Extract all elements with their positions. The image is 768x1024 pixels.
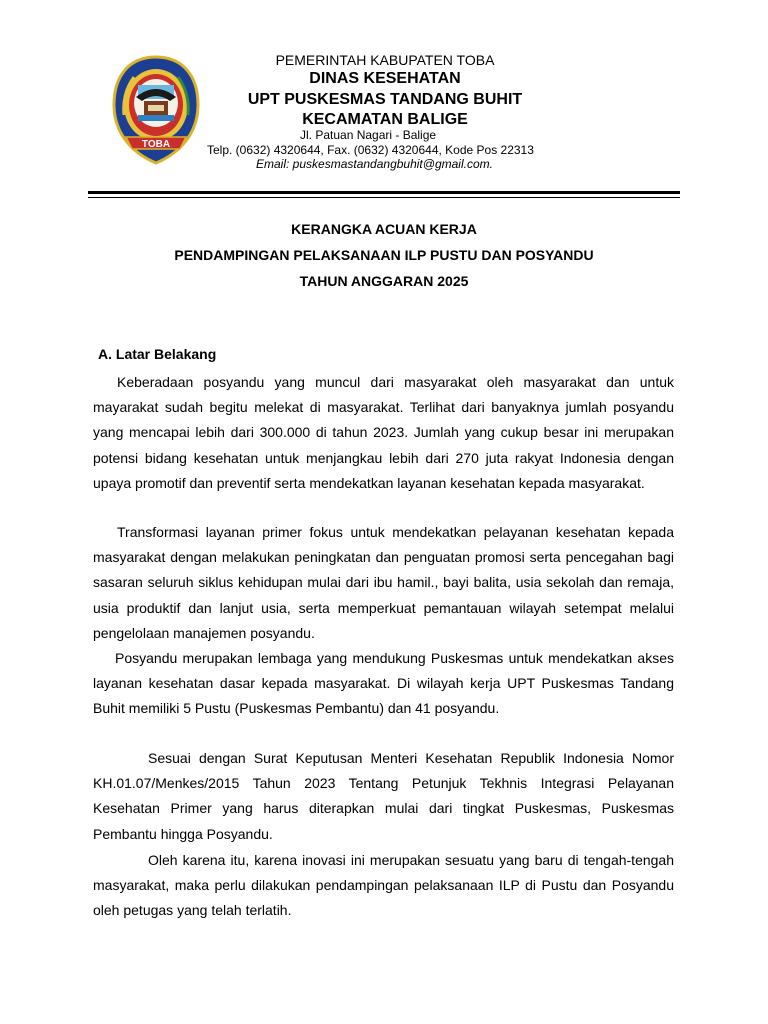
- paragraph-4: Sesuai dengan Surat Keputusan Menteri Kesehatan Republik Indonesia Nomor KH.01.07/Menkes/2015 Tahun 2023 Tentang Petunjuk Tekhnis Integrasi Pelayanan Kesehatan Primer yang harus diterapkan mulai dari tingkat Puskesmas, Puskesmas Pembantu hingga Posyandu.: [93, 750, 674, 842]
- agency-name: DINAS KESEHATAN: [309, 70, 461, 87]
- logo-label: TOBA: [141, 139, 171, 150]
- letterhead-divider-thick: [88, 191, 680, 194]
- document-title-line-2: PENDAMPINGAN PELAKSANAAN ILP PUSTU DAN POSYANDU: [174, 247, 594, 263]
- address-line: Jl. Patuan Nagari - Balige: [300, 128, 437, 142]
- paragraph-2: Transformasi layanan primer fokus untuk mendekatkan pelayanan kesehatan kepada masyarakat dengan melakukan peningkatan dan penguatan promosi serta pencegahan bagi sasaran seluruh siklus kehidupan mulai dari ibu hamil., bayi balita, usia sekolah dan remaja, usia produktif dan lanjut usia, serta memperkuat pemantauan wilayah setempat melalui pengelolaan manajemen posyandu.: [93, 524, 674, 641]
- section-heading: A. Latar Belakang: [98, 346, 217, 362]
- letterhead-divider-thin: [88, 197, 680, 198]
- phone-line: Telp. (0632) 4320644, Fax. (0632) 4320644, Kode Pos 22313: [207, 143, 534, 157]
- email-line: Email: puskesmastandangbuhit@gmail.com.: [256, 157, 493, 171]
- unit-name: UPT PUSKESMAS TANDANG BUHIT: [247, 91, 523, 108]
- paragraph-3: Posyandu merupakan lembaga yang mendukung Puskesmas untuk mendekatkan akses layanan kesehatan dasar kepada masyarakat. Di wilayah kerja UPT Puskesmas Tandang Buhit memiliki 5 Pustu (Puskesmas Pembantu) dan 41 posyandu.: [93, 650, 674, 717]
- paragraph-5: Oleh karena itu, karena inovasi ini merupakan sesuatu yang baru di tengah-tengah masyarakat, maka perlu dilakukan pendampingan pelaksanaan ILP di Pustu dan Posyandu oleh petugas yang telah terlatih.: [93, 852, 674, 919]
- paragraph-1: Keberadaan posyandu yang muncul dari masyarakat oleh masyarakat dan untuk mayarakat sudah begitu melekat di masyarakat. Terlihat dari banyaknya jumlah posyandu yang mencapai lebih dari 300.000 di tahun 2023. Jumlah yang cukup besar ini merupakan potensi bidang kesehatan untuk menjangkau lebih dari 270 juta rakyat Indonesia dengan upaya promotif dan preventif serta mendekatkan layanan kesehatan kepada masyarakat.: [93, 374, 674, 491]
- document-title-line-3: TAHUN ANGGARAN 2025: [299, 273, 469, 289]
- government-name: PEMERINTAH KABUPATEN TOBA: [275, 52, 495, 68]
- district-name: KECAMATAN BALIGE: [302, 111, 468, 128]
- toba-regency-logo: [110, 55, 202, 165]
- document-title-line-1: KERANGKA ACUAN KERJA: [291, 221, 477, 237]
